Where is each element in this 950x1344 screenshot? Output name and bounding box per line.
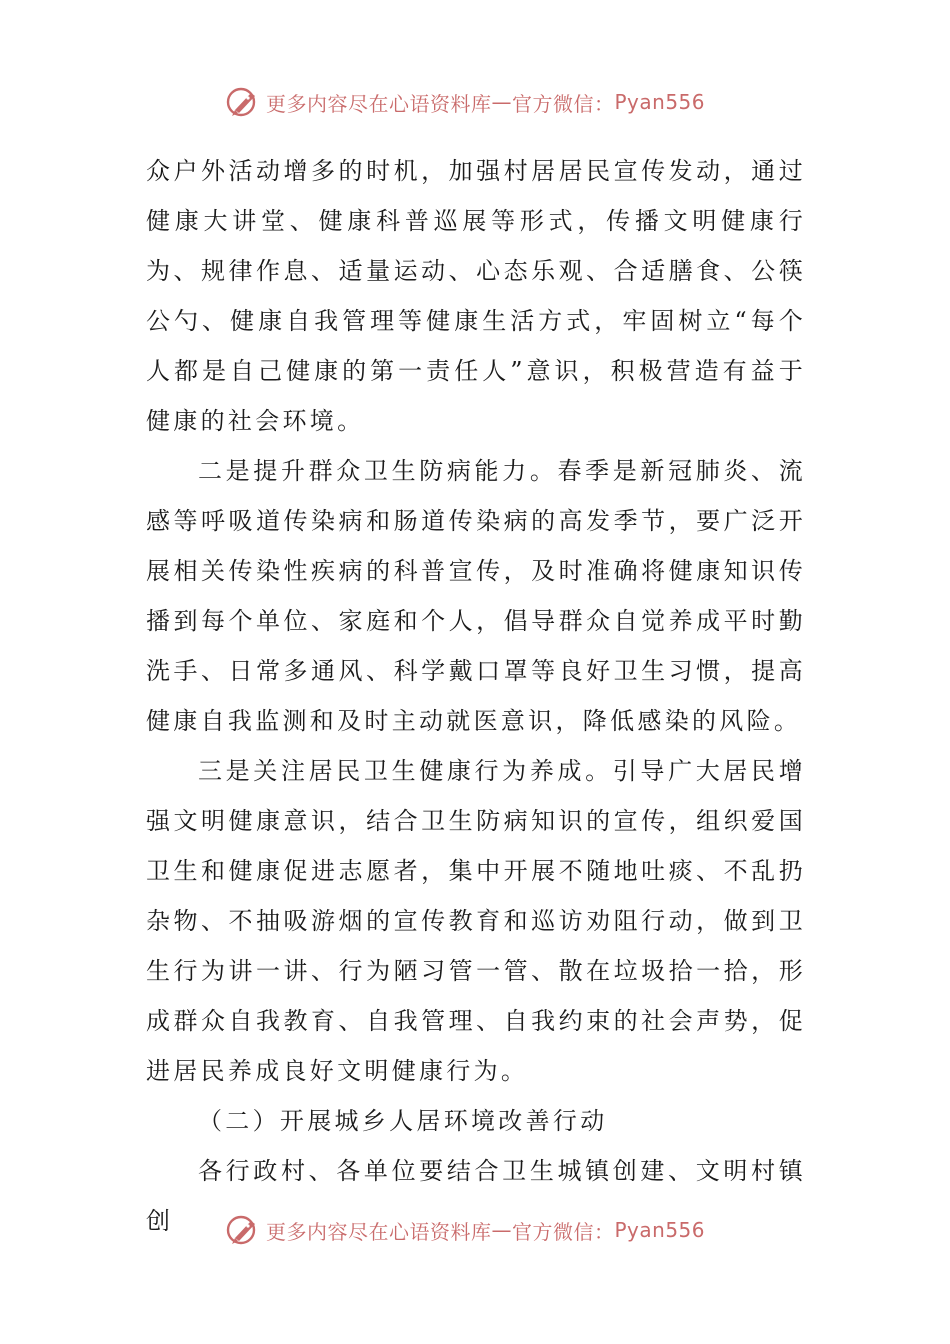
watermark-brand: 更多内容尽在心语资料库 <box>266 1219 492 1244</box>
section-heading: （二）开展城乡人居环境改善行动 <box>198 1107 608 1135</box>
watermark-separator: — <box>491 1218 512 1242</box>
watermark-header <box>226 84 705 120</box>
watermark-footer <box>226 1212 705 1248</box>
paragraph-living-environment: 各行政村、各单位要结合卫生城镇创建、文明村镇创 <box>146 1157 806 1235</box>
watermark-wechat-id: Pyan556 <box>614 1218 706 1242</box>
pen-nib-circle-icon <box>226 1213 260 1247</box>
paragraph-health-behavior: 三是关注居民卫生健康行为养成。引导广大居民增强文明健康意识，结合卫生防病知识的宣传，组织爱国卫生和健康促进志愿者，集中开展不随地吐痰、不乱扔杂物、不抽吸游烟的宣传教育和巡访劝阻行动，做到卫生行为讲一讲、行为陋习管一管、散在垃圾拾一拾，形成群众自我教育、自我管理、自我约束的社会声势，促进居民养成良好文明健康行为。 <box>146 757 806 1085</box>
paragraph-publicity: 众户外活动增多的时机，加强村居居民宣传发动，通过健康大讲堂、健康科普巡展等形式，传播文明健康行为、规律作息、适量运动、心态乐观、合适膳食、公筷公勺、健康自我管理等健康生活方式，牢固树立“每个人都是自己健康的第一责任人”意识，积极营造有益于健康的社会环境。 <box>146 157 806 435</box>
watermark-wechat-id: Pyan556 <box>614 90 706 114</box>
watermark-separator: — <box>491 90 512 114</box>
watermark-wechat-label: 官方微信： <box>512 1219 615 1244</box>
watermark-wechat-label: 官方微信： <box>512 91 615 116</box>
paragraph-disease-prevention: 二是提升群众卫生防病能力。春季是新冠肺炎、流感等呼吸道传染病和肠道传染病的高发季节，要广泛开展相关传染性疾病的科普宣传，及时准确将健康知识传播到每个单位、家庭和个人，倡导群众自觉养成平时勤洗手、日常多通风、科学戴口罩等良好卫生习惯，提高健康自我监测和及时主动就医意识，降低感染的风险。 <box>146 457 806 735</box>
document-body <box>146 146 806 1246</box>
watermark-brand: 更多内容尽在心语资料库 <box>266 91 492 116</box>
pen-nib-circle-icon <box>226 85 260 119</box>
